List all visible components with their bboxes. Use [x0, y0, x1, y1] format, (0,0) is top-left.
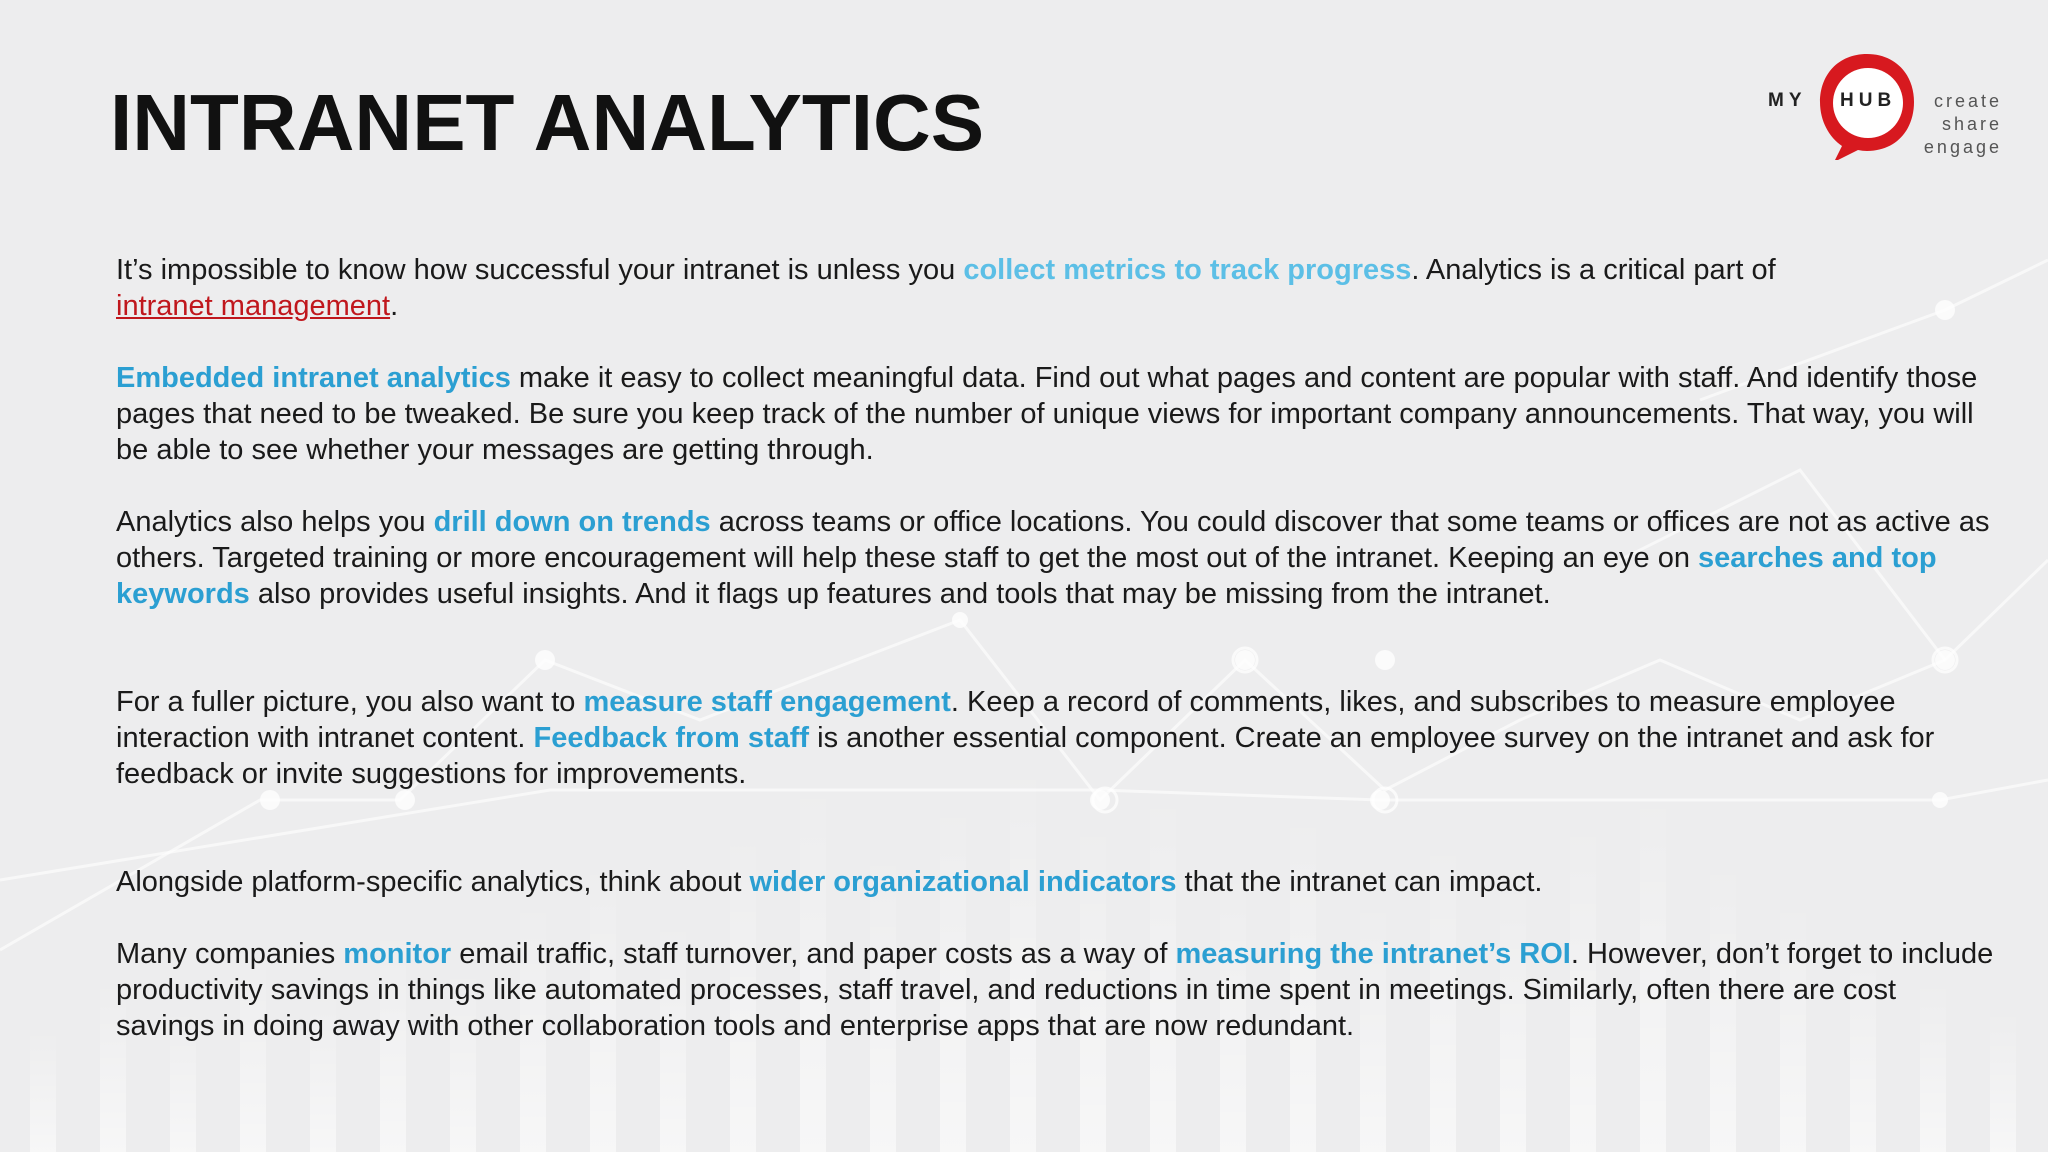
link-feedback-staff[interactable]: Feedback from staff	[533, 722, 810, 754]
paragraph-text: For a fuller picture, you also want to	[116, 686, 584, 718]
paragraph-text: that the intranet can impact.	[1176, 866, 1543, 898]
paragraph-text: make it easy to collect meaningful data. Find out what pages and content are popular with staff. And identify those pages that need to be tweaked. Be sure you keep track of the number of unique views for important company announcements. That way, you will be able to see whether your messages are getting through.	[116, 362, 1978, 466]
paragraph-engagement	[116, 684, 1996, 792]
link-wider-indicators[interactable]: wider organizational indicators	[749, 866, 1177, 898]
logo-tagline-engage: engage	[1923, 137, 2002, 157]
paragraph-text: Analytics also helps you	[116, 506, 434, 538]
paragraph-trends	[116, 504, 1996, 612]
paragraph-text: is another essential component. Create an employee survey on the intranet and ask for feedback or invite suggestions for improvements.	[116, 722, 1935, 790]
paragraph-text: It’s impossible to know how successful your intranet is unless you	[116, 254, 964, 286]
body-content	[116, 252, 1996, 1044]
logo-hub-text: HUB	[1840, 90, 1897, 111]
paragraph-metrics	[116, 252, 1996, 324]
paragraph-text: email traffic, staff turnover, and paper costs as a way of	[451, 938, 1176, 970]
link-monitor[interactable]: monitor	[343, 938, 452, 970]
paragraph-text: . Keep a record of comments, likes, and subscribes to measure employee interaction with intranet content.	[116, 686, 1896, 754]
logo-my-text: MY	[1768, 90, 1807, 111]
link-embedded-analytics[interactable]: Embedded intranet analytics	[116, 362, 511, 394]
paragraph-text: . However, don’t forget to include productivity savings in things like automated processes, staff travel, and reductions in time spent in meetings. Similarly, often there are cost savings in doing away with other collaboration tools and enterprise apps that are now redundant.	[116, 938, 1994, 1042]
paragraph-embedded-analytics	[116, 360, 1996, 468]
paragraph-indicators	[116, 864, 1996, 900]
page-title: INTRANET ANALYTICS	[110, 78, 985, 167]
myhub-logo	[1760, 46, 2010, 166]
paragraph-text: .	[390, 290, 399, 322]
link-measure-engagement[interactable]: measure staff engagement	[583, 686, 951, 718]
link-searches-keywords[interactable]: searches and top keywords	[116, 542, 1937, 610]
paragraph-text: also provides useful insights. And it flags up features and tools that may be missing from the intranet.	[249, 578, 1551, 610]
logo-tagline	[1910, 90, 2002, 159]
logo-tagline-create: create	[1933, 91, 2002, 111]
paragraph-text: . Analytics is a critical part of	[1411, 254, 1776, 286]
paragraph-text: Alongside platform-specific analytics, think about	[116, 866, 750, 898]
logo-tagline-share: share	[1941, 114, 2002, 134]
link-measuring-roi[interactable]: measuring the intranet’s ROI	[1175, 938, 1571, 970]
paragraph-text: across teams or office locations. You could discover that some teams or offices are not as active as others. Targeted training or more encouragement will help these staff to get the most out of the intranet. Keeping an eye on	[116, 506, 1990, 574]
link-drill-down-trends[interactable]: drill down on trends	[433, 506, 711, 538]
paragraph-text: Many companies	[116, 938, 344, 970]
link-collect-metrics[interactable]: collect metrics to track progress	[963, 254, 1412, 286]
paragraph-roi	[116, 936, 1996, 1044]
link-intranet-management[interactable]: intranet management	[116, 290, 391, 322]
